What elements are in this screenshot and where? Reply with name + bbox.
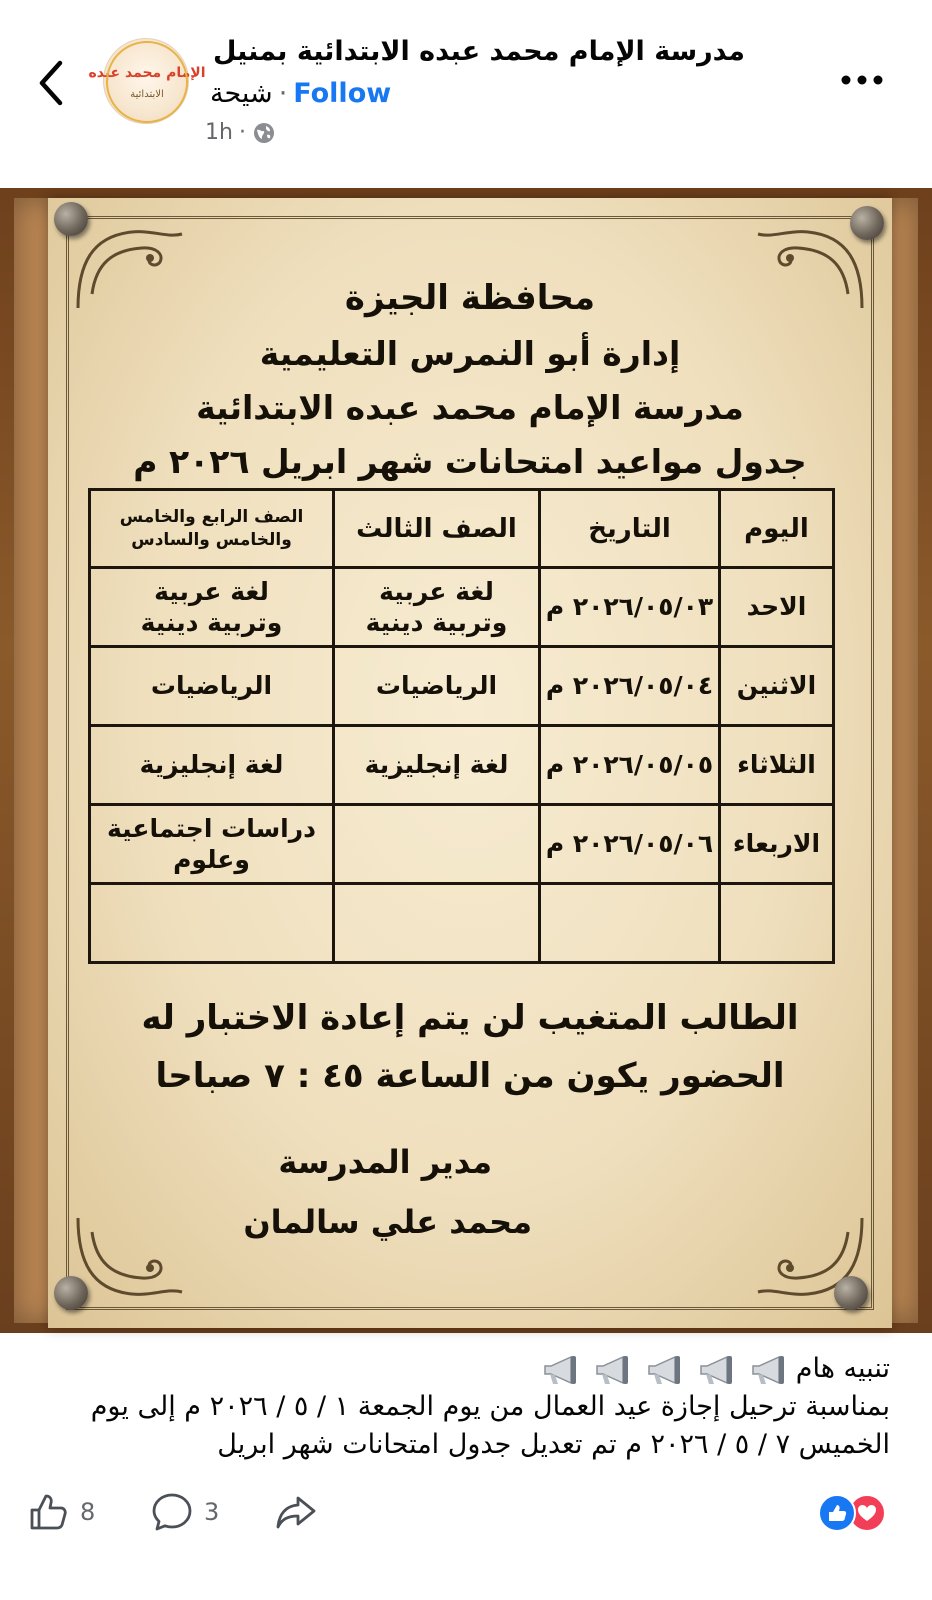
cell-third-grade [334, 568, 540, 647]
time-separator: · [238, 120, 246, 145]
cell-empty [540, 884, 720, 963]
cell-line: دراسات اجتماعية [107, 813, 316, 843]
cell-date: ٢٠٢٦/٠٥/٠٣ م [540, 568, 720, 647]
cell-third-grade [334, 647, 540, 726]
avatar-text-top: الإمام محمد عبده [88, 65, 206, 81]
header-date: التاريخ [540, 490, 720, 568]
header-day: اليوم [720, 490, 834, 568]
cell-day: الاحد [720, 568, 834, 647]
cell-upper-grades [90, 726, 334, 805]
pushpin-icon [54, 202, 88, 236]
administration-title: إدارة أبو النمرس التعليمية [259, 334, 681, 373]
cell-third-grade [334, 805, 540, 884]
header-upper-grades [90, 490, 334, 568]
schedule-title: جدول مواعيد امتحانات شهر ابريل ٢٠٢٦ م [133, 442, 807, 481]
chevron-left-icon [30, 55, 74, 111]
caption-line: بمناسبة ترحيل إجازة عيد العمال من يوم الجمعة ١ / ٥ / ٢٠٢٦ م إلى يوم [90, 1391, 890, 1422]
cell-upper-grades [90, 805, 334, 884]
principal-name: محمد علي سالمان [243, 1203, 532, 1241]
comment-bubble-icon [150, 1490, 194, 1534]
megaphone-icon [541, 1353, 579, 1387]
table-header-row [90, 490, 834, 568]
cell-line: وتربية دينية [140, 608, 283, 637]
cell-line: لغة عربية [379, 576, 494, 606]
school-logo-icon [88, 39, 206, 125]
megaphone-icon [645, 1353, 683, 1387]
cell-empty [90, 884, 334, 963]
cell-empty [720, 884, 834, 963]
table-row [90, 805, 834, 884]
more-dots-icon [836, 60, 888, 100]
principal-title: مدير المدرسة [278, 1143, 492, 1181]
like-count: 8 [80, 1498, 96, 1526]
megaphone-row [527, 1353, 787, 1384]
cell-day: الثلاثاء [720, 726, 834, 805]
header-third-grade: الصف الثالث [334, 490, 540, 568]
table-row-empty [90, 884, 834, 963]
exam-schedule-poster [48, 198, 892, 1328]
meta-separator: · [278, 78, 288, 109]
cell-date: ٢٠٢٦/٠٥/٠٤ م [540, 647, 720, 726]
table-row [90, 568, 834, 647]
corner-ornament-icon [72, 1212, 192, 1302]
absence-note: الطالب المتغيب لن يتم إعادة الاختبار له [141, 998, 799, 1038]
more-options-button[interactable] [836, 60, 888, 100]
cell-line: وعلوم [173, 845, 250, 874]
like-reaction-icon [818, 1494, 856, 1532]
cell-day: الاثنين [720, 647, 834, 726]
globe-icon [252, 121, 276, 145]
caption-line-alert [30, 1350, 890, 1388]
back-button[interactable] [30, 55, 74, 111]
cell-line: لغة عربية [154, 576, 269, 606]
cell-line: لغة إنجليزية [139, 750, 284, 780]
cell-line: الرياضيات [150, 671, 273, 701]
cell-line: لغة إنجليزية [364, 750, 509, 780]
megaphone-icon [593, 1353, 631, 1387]
megaphone-icon [697, 1353, 735, 1387]
share-button[interactable] [274, 1490, 318, 1534]
caption-alert-text: تنبيه هام [795, 1353, 890, 1384]
governorate-title: محافظة الجيزة [344, 278, 596, 318]
page-avatar[interactable] [88, 38, 206, 124]
pushpin-icon [850, 206, 884, 240]
exam-schedule-table [88, 488, 835, 964]
cell-empty [334, 884, 540, 963]
pushpin-icon [54, 1276, 88, 1310]
table-row [90, 726, 834, 805]
cell-line: الرياضيات [375, 671, 498, 701]
post-time[interactable]: 1h [205, 120, 233, 145]
avatar-text-bottom: الابتدائية [130, 89, 164, 100]
attendance-time-note: الحضور يكون من الساعة ٤٥ : ٧ صباحا [155, 1056, 785, 1096]
pushpin-icon [834, 1276, 868, 1310]
page-category: شيحة [210, 78, 273, 109]
cell-date: ٢٠٢٦/٠٥/٠٦ م [540, 805, 720, 884]
reactions-summary[interactable] [818, 1494, 890, 1534]
header-upper-line1: الصف الرابع والخامس [119, 506, 304, 527]
post-header [0, 0, 932, 190]
caption-line: الخميس ٧ / ٥ / ٢٠٢٦ م تم تعديل جدول امتحانات شهر ابريل [217, 1429, 890, 1460]
page-name[interactable]: مدرسة الإمام محمد عبده الابتدائية بمنيل [213, 36, 745, 67]
comment-count: 3 [204, 1498, 220, 1526]
cell-third-grade [334, 726, 540, 805]
cell-date: ٢٠٢٦/٠٥/٠٥ م [540, 726, 720, 805]
cell-upper-grades [90, 647, 334, 726]
header-upper-line2: والخامس والسادس [131, 529, 292, 550]
follow-button[interactable]: Follow [293, 78, 392, 109]
post-action-bar [0, 1480, 932, 1550]
meta-line [210, 78, 391, 109]
cell-upper-grades [90, 568, 334, 647]
table-row [90, 647, 834, 726]
megaphone-icon [749, 1353, 787, 1387]
school-title: مدرسة الإمام محمد عبده الابتدائية [196, 388, 744, 427]
post-time-line [205, 120, 276, 145]
comment-button[interactable] [150, 1490, 219, 1534]
thumbs-up-icon [26, 1490, 70, 1534]
cell-day: الاربعاء [720, 805, 834, 884]
like-button[interactable] [26, 1490, 95, 1534]
share-arrow-icon [274, 1490, 318, 1534]
post-caption [30, 1350, 890, 1464]
cell-line: وتربية دينية [365, 608, 508, 637]
